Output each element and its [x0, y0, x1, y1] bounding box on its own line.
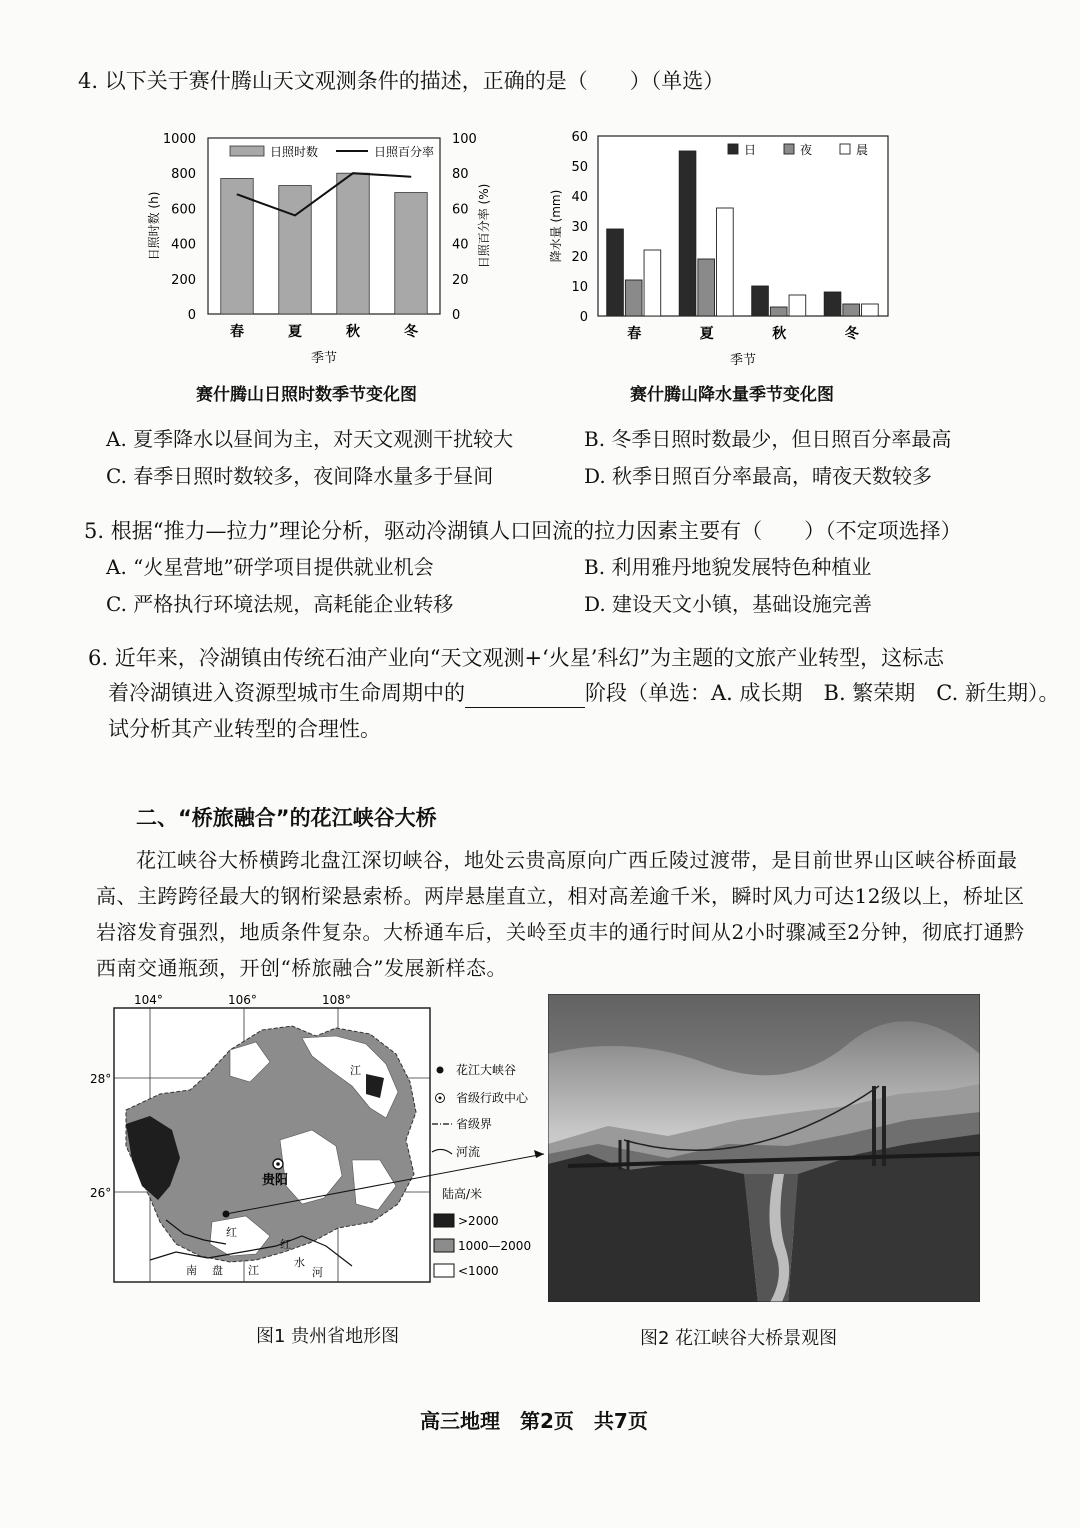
x-tick-label: 冬: [844, 326, 859, 342]
q4-option-a[interactable]: A. 夏季降水以昼间为主，对天文观测干扰较大: [106, 427, 514, 451]
y-tick-label: 800: [171, 167, 196, 183]
precip-bar: [843, 304, 860, 316]
precip-bar: [824, 292, 841, 316]
y-tick-label: 40: [571, 190, 588, 205]
precip-bar: [862, 304, 879, 316]
river-label: 河: [312, 1266, 323, 1279]
q6-line2-suffix: 阶段（单选：A. 成长期 B. 繁荣期 C. 新生期）。: [585, 681, 1060, 705]
precip-bar: [752, 286, 769, 316]
legend-label: 日: [744, 143, 757, 157]
y-right-tick-label: 100: [452, 132, 477, 147]
legend-low-label: <1000: [458, 1264, 499, 1278]
sunshine-percent-point: [237, 194, 238, 195]
legend-gorge-icon: [437, 1067, 444, 1074]
precip-bar: [770, 307, 787, 316]
legend-river-icon: [432, 1149, 452, 1154]
y-tick-label: 0: [187, 308, 196, 323]
y-right-tick-label: 20: [452, 272, 469, 288]
y-tick-label: 30: [571, 220, 588, 235]
q4-option-c[interactable]: C. 春季日照时数较多，夜间降水量多于昼间: [106, 464, 494, 488]
precipitation-chart: [540, 118, 900, 378]
y-tick-label: 1000: [162, 132, 196, 147]
precip-bar: [698, 259, 715, 316]
sunshine-bar: [395, 193, 427, 314]
river-label: 江: [248, 1264, 259, 1277]
legend-bar-swatch: [230, 146, 264, 156]
y-right-tick-label: 80: [452, 167, 469, 183]
y-axis-label: 日照时数 (h): [147, 191, 161, 261]
map-legend: [432, 1062, 531, 1278]
lat-label-26: 26°: [90, 1186, 112, 1200]
precipitation-chart-title: 赛什腾山降水量季节变化图: [630, 385, 834, 405]
x-tick-label: 秋: [772, 326, 787, 342]
y-tick-label: 200: [171, 272, 196, 288]
fig2-caption: 图2 花江峡谷大桥景观图: [640, 1328, 838, 1349]
q6-line1: 6. 近年来，冷湖镇由传统石油产业向“天文观测+‘火星’科幻”为主题的文旅产业转型，这标志: [88, 646, 945, 670]
q6-answer-blank[interactable]: [465, 685, 585, 708]
q4-option-d[interactable]: D. 秋季日照百分率最高，晴夜天数较多: [584, 464, 933, 488]
x-tick-label: 春: [230, 324, 244, 340]
q5-option-a[interactable]: A. “火星营地”研学项目提供就业机会: [106, 555, 434, 579]
precip-bar: [789, 295, 806, 316]
precip-bar: [644, 250, 661, 316]
legend-high-label: >2000: [458, 1214, 499, 1228]
legend-high-swatch: [434, 1214, 454, 1227]
q5-option-c[interactable]: C. 严格执行环境法规，高耗能企业转移: [106, 592, 454, 616]
y-tick-label: 20: [571, 250, 588, 265]
legend-swatch: [728, 144, 738, 154]
fig1-caption: 图1 贵州省地形图: [256, 1326, 400, 1347]
q5-option-b[interactable]: B. 利用雅丹地貌发展特色种植业: [584, 555, 872, 579]
y-tick-label: 10: [571, 280, 588, 295]
river-label: 水: [294, 1256, 305, 1269]
y-right-axis-label: 日照百分率 (%): [477, 183, 491, 269]
y-tick-label: 400: [171, 237, 196, 253]
bridge-photo: [548, 994, 980, 1302]
legend-boundary: 省级界: [456, 1117, 493, 1131]
river-label: 南: [186, 1264, 197, 1277]
legend-gorge: 花江大峡谷: [456, 1063, 517, 1077]
river-label: 红: [226, 1226, 237, 1239]
gorge-pointer-arrow-icon: [534, 1150, 544, 1158]
q6-line3: 试分析其产业转型的合理性。: [108, 717, 381, 741]
q6-line2: [108, 678, 1059, 708]
y-tick-label: 50: [571, 160, 588, 175]
q5-stem: 5. 根据“推力—拉力”理论分析，驱动冷湖镇人口回流的拉力因素主要有（ ）（不定项选择）: [84, 519, 962, 543]
legend-river: 河流: [456, 1145, 481, 1159]
precip-bar: [679, 151, 696, 316]
legend-mid-label: 1000—2000: [458, 1239, 532, 1253]
x-tick-label: 夏: [699, 326, 714, 342]
x-tick-label: 秋: [346, 324, 360, 340]
q6-line2-prefix: 着冷湖镇进入资源型城市生命周期中的: [108, 681, 465, 705]
y-tick-label: 60: [571, 130, 588, 145]
q4-option-b[interactable]: B. 冬季日照时数最少，但日照百分率最高: [584, 427, 952, 451]
legend-swatch: [784, 144, 794, 154]
x-axis-label: 季节: [729, 353, 757, 368]
elevation-legend-title: 陆高/米: [442, 1187, 483, 1201]
x-tick-label: 春: [627, 326, 642, 342]
x-tick-label: 冬: [404, 324, 418, 340]
x-tick-label: 夏: [288, 324, 302, 340]
y-right-tick-label: 40: [452, 237, 469, 253]
precip-bar: [625, 280, 642, 316]
legend-bar-label: 日照时数: [270, 145, 319, 159]
page-footer: 高三地理 第2页 共7页: [420, 1409, 648, 1433]
precip-bar: [717, 208, 734, 316]
river-label: 盘: [212, 1264, 223, 1277]
river-label: 红: [280, 1238, 291, 1251]
sunshine-percent-point: [295, 215, 296, 216]
river-label: 江: [350, 1064, 361, 1077]
legend-line-label: 日照百分率: [374, 145, 435, 159]
sunshine-percent-point: [353, 173, 354, 174]
y-tick-label: 0: [579, 310, 588, 325]
lat-label-28: 28°: [90, 1072, 112, 1086]
section-title: 二、“桥旅融合”的花江峡谷大桥: [136, 806, 437, 830]
y-right-tick-label: 60: [452, 202, 469, 218]
legend-label: 夜: [800, 143, 813, 157]
legend-swatch: [840, 144, 850, 154]
y-right-tick-label: 0: [452, 308, 461, 323]
photo-left-cliff: [548, 1154, 758, 1302]
precip-bar: [607, 229, 624, 316]
guizhou-terrain-map: [80, 990, 550, 1290]
guiyang-marker-dot: [276, 1162, 280, 1166]
x-axis-label: 季节: [310, 351, 338, 366]
sunshine-chart: [140, 118, 530, 378]
sunshine-bar: [337, 173, 369, 314]
sunshine-chart-title: 赛什腾山日照时数季节变化图: [196, 385, 417, 405]
y-axis-label: 降水量 (mm): [549, 189, 563, 263]
sunshine-bar: [279, 186, 311, 314]
lon-label-106: 106°: [228, 993, 257, 1007]
legend-capital-dot: [439, 1097, 442, 1100]
y-tick-label: 600: [171, 202, 196, 218]
legend-label: 晨: [856, 143, 869, 157]
legend-low-swatch: [434, 1264, 454, 1277]
q4-stem: 4. 以下关于赛什腾山天文观测条件的描述，正确的是（ ）（单选）: [78, 69, 725, 93]
q5-option-d[interactable]: D. 建设天文小镇，基础设施完善: [584, 592, 873, 616]
legend-capital: 省级行政中心: [456, 1091, 529, 1105]
sunshine-percent-point: [411, 176, 412, 177]
lon-label-104: 104°: [134, 993, 163, 1007]
section-paragraph: 花江峡谷大桥横跨北盘江深切峡谷，地处云贵高原向广西丘陵过渡带，是目前世界山区峡谷桥面最高、主跨跨径最大的钢桁梁悬索桥。两岸悬崖直立，相对高差逾千米，瞬时风力可达12级以上，桥址区岩溶发育强烈，地质条件复杂。大桥通车后，关岭至贞丰的通行时间从2小时骤减至2分钟，彻底打通黔西南交通瓶颈，开创“桥旅融合”发展新样态。: [96, 848, 1025, 980]
lon-label-108: 108°: [322, 993, 351, 1007]
legend-mid-swatch: [434, 1239, 454, 1252]
city-label-guiyang: 贵阳: [262, 1173, 289, 1188]
